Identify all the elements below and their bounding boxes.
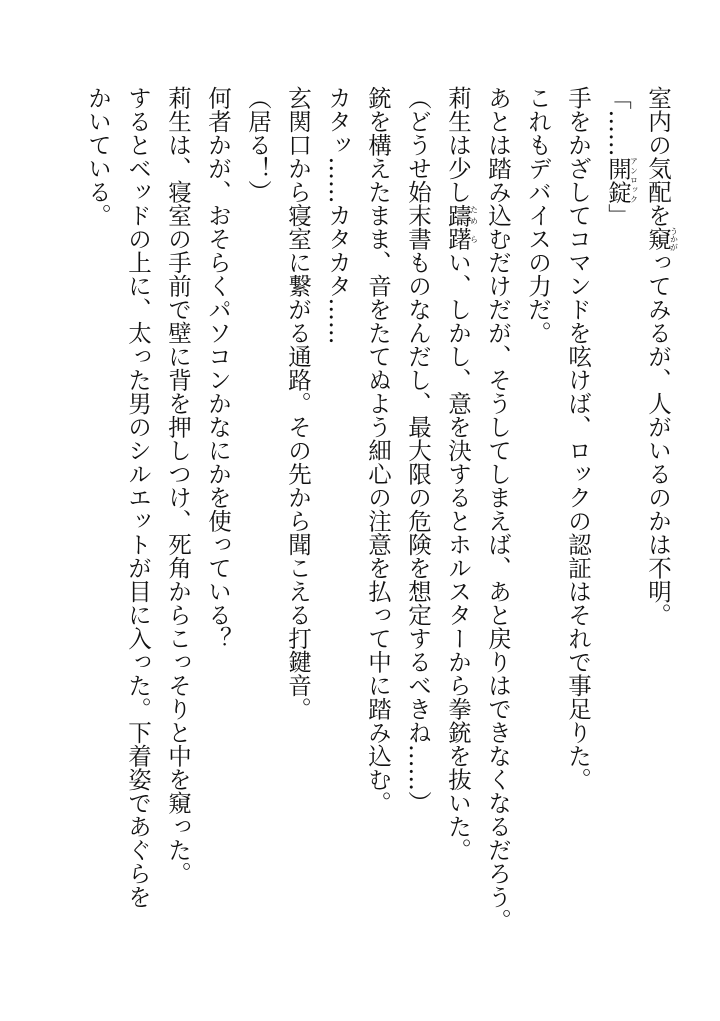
text-line: 室内の気配を窺うかがってみるが、人がいるのかは不明。 bbox=[644, 86, 679, 627]
text-line: （どうせ始末書ものなんだし、最大限の危険を想定するべきね……） bbox=[404, 86, 432, 815]
text-line: カタッ……カタカタ…… bbox=[324, 86, 352, 345]
text-line: 手をかざしてコマンドを呟けば、ロックの認証はそれで事足りた。 bbox=[564, 86, 592, 791]
ruby-reading: アンロック bbox=[629, 156, 639, 204]
text-line: かいている。 bbox=[84, 86, 112, 227]
ruby-annotation: 躊ため bbox=[444, 203, 479, 227]
text-line: あとは踏み込むだけだが、そうしてしまえば、あと戻りはできなくなるだろう。 bbox=[484, 86, 512, 932]
text-line: 何者かが、おそらくパソコンかなにかを使っている？ bbox=[204, 86, 232, 650]
ruby-annotation: 窺うかが bbox=[644, 226, 679, 251]
text-line: 莉生は、寝室の手前で壁に背を押しつけ、死角からこっそりと中を窺った。 bbox=[164, 86, 192, 885]
ruby-annotation: 開錠アンロック bbox=[604, 156, 639, 204]
text-line: （居る！） bbox=[244, 86, 272, 204]
vertical-text-body bbox=[28, 86, 678, 986]
ruby-reading: うかが bbox=[669, 226, 679, 251]
ruby-reading: ら bbox=[469, 227, 479, 251]
text-line: 玄関口から寝室に繋がる通路。その先から聞こえる打鍵音。 bbox=[284, 86, 312, 721]
text-line: するとベッドの上に、太った男のシルエットが目に入った。下着姿であぐらを bbox=[124, 86, 152, 909]
text-line: 「……開錠アンロック」 bbox=[604, 86, 639, 227]
ruby-annotation: 躇ら bbox=[444, 227, 479, 251]
text-line: これもデバイスの力だ。 bbox=[524, 86, 552, 345]
text-line: 銃を構えたまま、音をたてぬよう細心の注意を払って中に踏み込む。 bbox=[364, 86, 392, 815]
ruby-reading: ため bbox=[469, 203, 479, 227]
text-line: 莉生は少し躊ため躇らい、しかし、意を決するとホルスターから拳銃を抜いた。 bbox=[444, 86, 479, 862]
